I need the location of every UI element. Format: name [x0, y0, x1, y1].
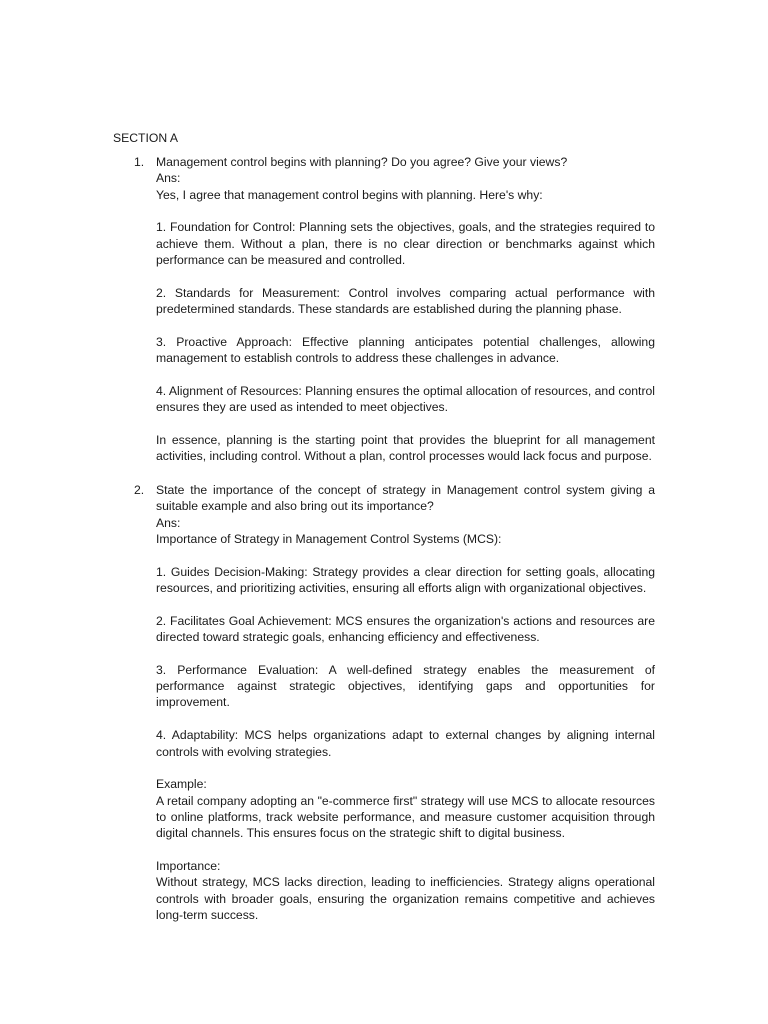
answer-conclusion: In essence, planning is the starting point that provides the blueprint for all management activities, including control. Without a plan, control processes would lack focus and purpose. — [156, 432, 655, 464]
answer-point: 3. Proactive Approach: Effective planning anticipates potential challenges, allowing management to establish controls to address these challenges in advance. — [156, 334, 655, 366]
answer-point: 4. Alignment of Resources: Planning ensures the optimal allocation of resources, and control ensures they are used as intended to meet objectives. — [156, 383, 655, 415]
question-text: State the importance of the concept of strategy in Management control system giving a suitable example and also bring out its importance? — [156, 483, 655, 514]
example-label: Example: — [156, 777, 207, 792]
answer-point: 2. Standards for Measurement: Control involves comparing actual performance with predetermined standards. These standards are established during the planning phase. — [156, 285, 655, 317]
answer-label: Ans: — [156, 171, 181, 186]
question-number: 1. — [134, 155, 145, 169]
answer-point: 1. Guides Decision-Making: Strategy provides a clear direction for setting goals, allocating resources, and prioritizing activities, ensuring all efforts align with organizational objectives. — [156, 564, 655, 596]
importance-text: Without strategy, MCS lacks direction, leading to inefficiencies. Strategy aligns operational controls with broader goals, ensuring the organization remains competitive and achieves long-term success. — [156, 875, 655, 922]
section-heading: SECTION A — [113, 131, 179, 145]
answer-intro: Importance of Strategy in Management Control Systems (MCS): — [156, 532, 502, 547]
answer-point: 2. Facilitates Goal Achievement: MCS ensures the organization's actions and resources are directed toward strategic goals, enhancing efficiency and effectiveness. — [156, 613, 655, 645]
importance-label: Importance: — [156, 858, 221, 873]
answer-point: 4. Adaptability: MCS helps organizations adapt to external changes by aligning internal controls with evolving strategies. — [156, 728, 655, 759]
question-item — [134, 154, 655, 465]
answer-label: Ans: — [156, 515, 181, 530]
answer-point: 3. Performance Evaluation: A well-defined strategy enables the measurement of performance against strategic objectives, identifying gaps and opportunities for improvement. — [156, 662, 655, 710]
answer-point: 1. Foundation for Control: Planning sets the objectives, goals, and the strategies required to achieve them. Without a plan, there is no clear direction or benchmarks against which performance can be measured and controlled. — [156, 220, 655, 268]
question-number: 2. — [134, 483, 145, 497]
answer-intro: Yes, I agree that management control begins with planning. Here's why: — [156, 187, 543, 202]
example-text: A retail company adopting an "e-commerce first" strategy will use MCS to allocate resources to online platforms, track website performance, and measure customer acquisition through digital channels. This ensures focus on the strategic shift to digital business. — [156, 793, 655, 841]
question-text: Management control begins with planning? Do you agree? Give your views? — [156, 155, 568, 169]
question-item — [134, 482, 655, 923]
